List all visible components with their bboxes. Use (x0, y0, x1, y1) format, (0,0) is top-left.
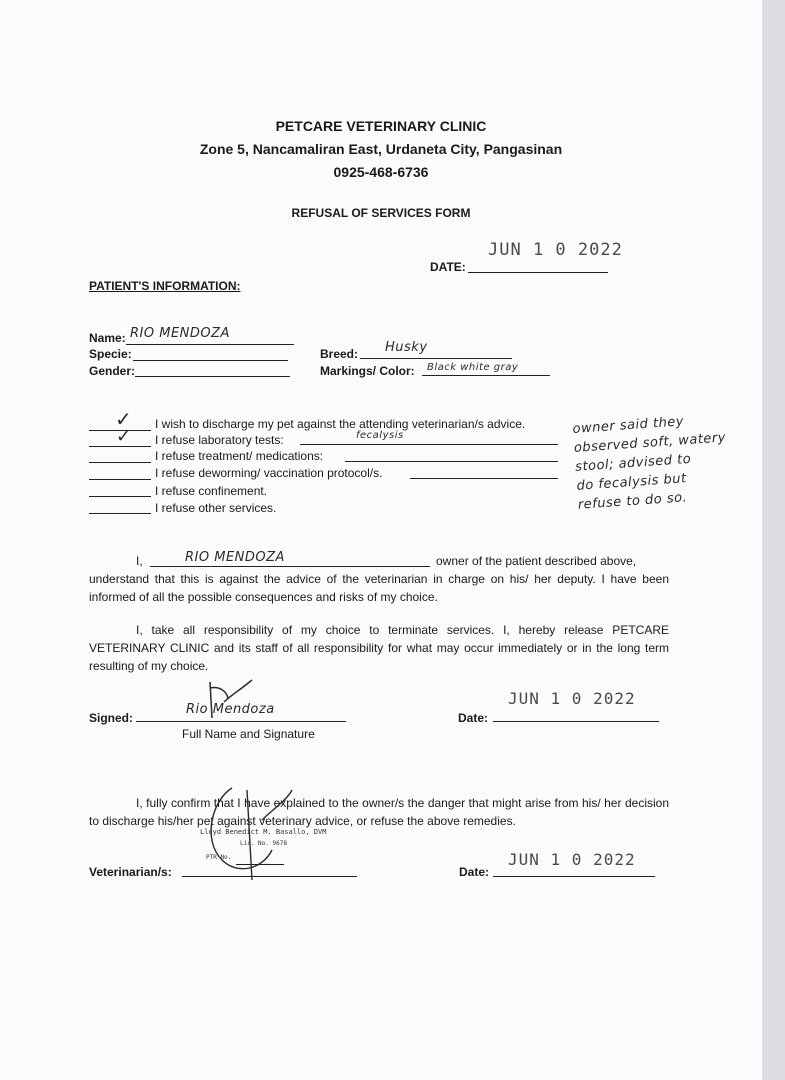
owner-signature-name: Rio Mendoza (186, 702, 275, 717)
note-line: owner said they (572, 414, 685, 437)
option-detail-line (300, 444, 558, 445)
name-value: RIO MENDOZA (130, 326, 230, 341)
option-blank (89, 462, 151, 463)
option-detail: fecalysis (356, 430, 404, 441)
option-label: I wish to discharge my pet against the attending veterinarian/s advice. (155, 417, 526, 431)
patient-section-title: PATIENT'S INFORMATION: (89, 279, 241, 293)
markings-label: Markings/ Color: (320, 364, 415, 378)
form-title: REFUSAL OF SERVICES FORM (291, 206, 471, 220)
note-line: do fecalysis but (576, 471, 688, 494)
option-blank (89, 513, 151, 514)
owner-date-stamp: JUN 1 0 2022 (508, 689, 636, 708)
breed-label: Breed: (320, 347, 359, 361)
owner-date-label: Date: (458, 711, 489, 725)
breed-value: Husky (385, 340, 428, 355)
checkmark-icon: ✓ (115, 407, 133, 431)
option-label: I refuse laboratory tests: (155, 433, 284, 447)
specie-line (133, 360, 288, 361)
scan-edge (762, 0, 785, 1080)
date-label: DATE: (430, 260, 466, 274)
option-detail-line (345, 461, 558, 462)
breed-line (360, 358, 512, 359)
name-label: Name: (89, 331, 126, 345)
vet-date-label: Date: (459, 865, 490, 879)
owner-name-value: RIO MENDOZA (185, 550, 285, 565)
gender-line (135, 376, 290, 377)
name-line (126, 344, 294, 345)
vet-stamp-license: Lic. No. 9678 (240, 840, 287, 847)
option-blank (89, 496, 151, 497)
option-label: I refuse treatment/ medications: (155, 449, 324, 463)
date-line (468, 272, 608, 273)
margin-note (572, 409, 731, 514)
option-detail-line (410, 478, 558, 479)
note-line: stool; advised to (574, 451, 692, 475)
option-blank (89, 479, 151, 480)
veterinarian-line (182, 876, 357, 877)
vet-stamp-name: Lloyd Benedict M. Basallo, DVM (200, 828, 327, 836)
checkmark-icon: ✓ (116, 426, 132, 447)
gender-label: Gender: (89, 364, 136, 378)
owner-date-line (493, 721, 659, 722)
signed-line (136, 721, 346, 722)
clinic-name: PETCARE VETERINARY CLINIC (275, 118, 487, 134)
vet-date-stamp: JUN 1 0 2022 (508, 850, 636, 869)
veterinarian-label: Veterinarian/s: (89, 865, 172, 879)
vet-stamp-ptr: PTR No. (206, 854, 232, 861)
signed-label: Signed: (89, 711, 133, 725)
option-label: I refuse deworming/ vaccination protocol/s. (155, 466, 383, 480)
signature-caption: Full Name and Signature (182, 727, 315, 741)
clinic-address: Zone 5, Nancamaliran East, Urdaneta City, Pangasinan (199, 141, 563, 157)
note-line: observed soft, watery (573, 430, 727, 456)
statement-intro: I, (136, 554, 143, 568)
specie-label: Specie: (89, 347, 132, 361)
statement-after-name: owner of the patient described above, (436, 554, 637, 568)
vet-ptr-line (236, 864, 284, 865)
release-text: I, take all responsibility of my choice to terminate services. I, hereby release PETCARE VETERINARY CLINIC and its staff of all responsibility for what may occur immediately or in the long term resulting of my choice. (89, 623, 669, 673)
markings-value: Black white gray (427, 362, 519, 373)
vet-date-line (493, 876, 655, 877)
option-label: I refuse confinement. (155, 484, 268, 498)
confirmation-text: I, fully confirm that I have explained to the owner/s the danger that might arise from his/ her decision to discharge his/her pet against veterinary advice, or refuse the above remedies. (89, 796, 669, 828)
statement-text: understand that this is against the advice of the veterinarian in charge on his/ her deputy. I have been informed of all the possible consequences and risks of my choice. (89, 572, 669, 604)
markings-line (422, 375, 550, 376)
clinic-phone: 0925-468-6736 (333, 164, 429, 180)
note-line: refuse to do so. (577, 490, 688, 513)
date-stamp: JUN 1 0 2022 (488, 240, 623, 260)
option-label: I refuse other services. (155, 501, 277, 515)
owner-name-line (150, 566, 430, 567)
